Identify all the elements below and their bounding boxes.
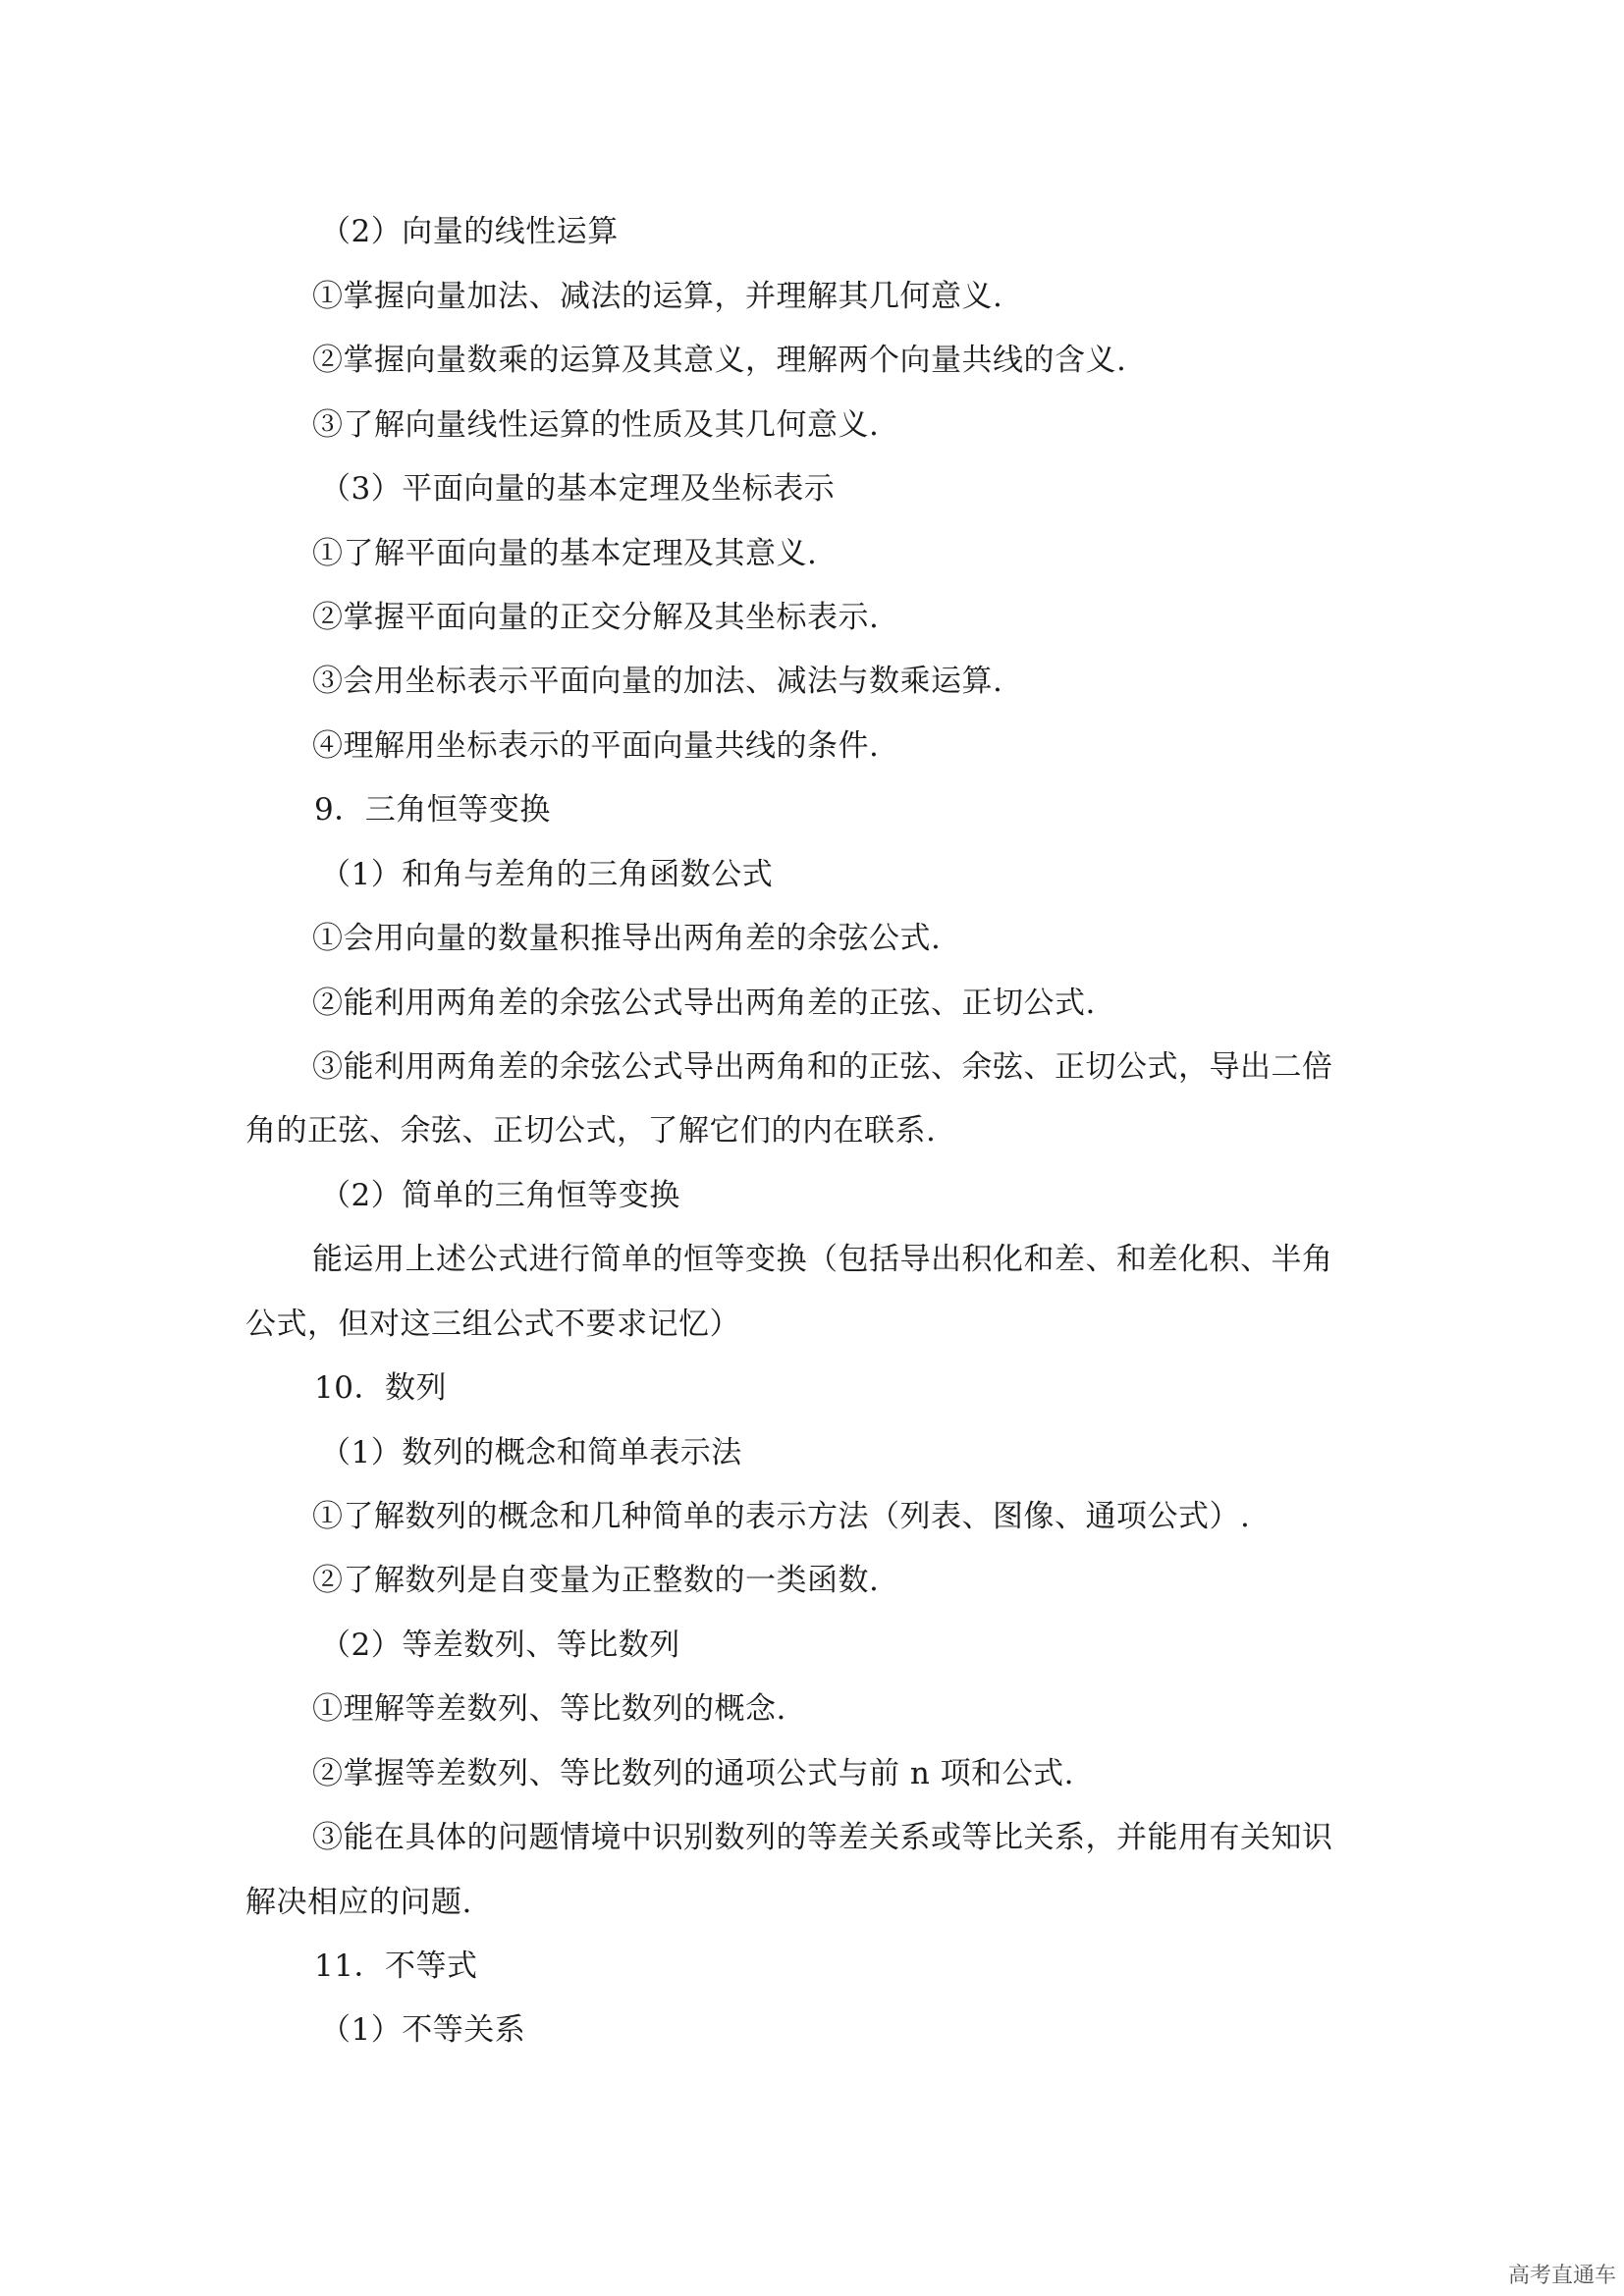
- subsection-heading: （1）不等关系: [320, 2012, 526, 2048]
- list-item: ①了解平面向量的基本定理及其意义.: [312, 536, 818, 571]
- paragraph: 能运用上述公式进行简单的恒等变换（包括导出积化和差、和差化积、半角: [312, 1242, 1333, 1277]
- subsection-heading: （3）平面向量的基本定理及坐标表示: [320, 471, 836, 507]
- list-item-continuation: 角的正弦、余弦、正切公式，了解它们的内在联系.: [245, 1113, 937, 1148]
- subsection-heading: （1）和角与差角的三角函数公式: [320, 857, 774, 892]
- list-item: ①了解数列的概念和几种简单的表示方法（列表、图像、通项公式）.: [312, 1499, 1251, 1534]
- paragraph-continuation: 公式，但对这三组公式不要求记忆）: [245, 1307, 740, 1342]
- list-item: ③能利用两角差的余弦公式导出两角和的正弦、余弦、正切公式，导出二倍: [312, 1049, 1333, 1085]
- section-heading: 9．三角恒等变换: [314, 792, 551, 828]
- list-item: ②掌握向量数乘的运算及其意义，理解两个向量共线的含义.: [312, 343, 1127, 378]
- section-heading: 11．不等式: [314, 1949, 478, 1984]
- list-item: ②掌握平面向量的正交分解及其坐标表示.: [312, 600, 880, 635]
- subsection-heading: （2）简单的三角恒等变换: [320, 1178, 680, 1213]
- section-heading: 10．数列: [314, 1370, 447, 1406]
- list-item: ④理解用坐标表示的平面向量共线的条件.: [312, 728, 880, 764]
- list-item: ③会用坐标表示平面向量的加法、减法与数乘运算.: [312, 664, 1003, 699]
- list-item: ②掌握等差数列、等比数列的通项公式与前 n 项和公式.: [312, 1756, 1075, 1791]
- list-item: ②了解数列是自变量为正整数的一类函数.: [312, 1563, 880, 1598]
- subsection-heading: （1）数列的概念和简单表示法: [320, 1435, 742, 1470]
- list-item: ②能利用两角差的余弦公式导出两角差的正弦、正切公式.: [312, 986, 1096, 1021]
- subsection-heading: （2）向量的线性运算: [320, 214, 619, 249]
- watermark-text: 高考直通车: [1507, 2264, 1616, 2288]
- list-item: ③能在具体的问题情境中识别数列的等差关系或等比关系，并能用有关知识: [312, 1820, 1333, 1855]
- list-item-continuation: 解决相应的问题.: [245, 1885, 472, 1920]
- list-item: ①理解等差数列、等比数列的概念.: [312, 1691, 786, 1727]
- list-item: ①掌握向量加法、减法的运算，并理解其几何意义.: [312, 279, 1003, 314]
- list-item: ①会用向量的数量积推导出两角差的余弦公式.: [312, 921, 942, 956]
- list-item: ③了解向量线性运算的性质及其几何意义.: [312, 407, 880, 443]
- subsection-heading: （2）等差数列、等比数列: [320, 1628, 680, 1663]
